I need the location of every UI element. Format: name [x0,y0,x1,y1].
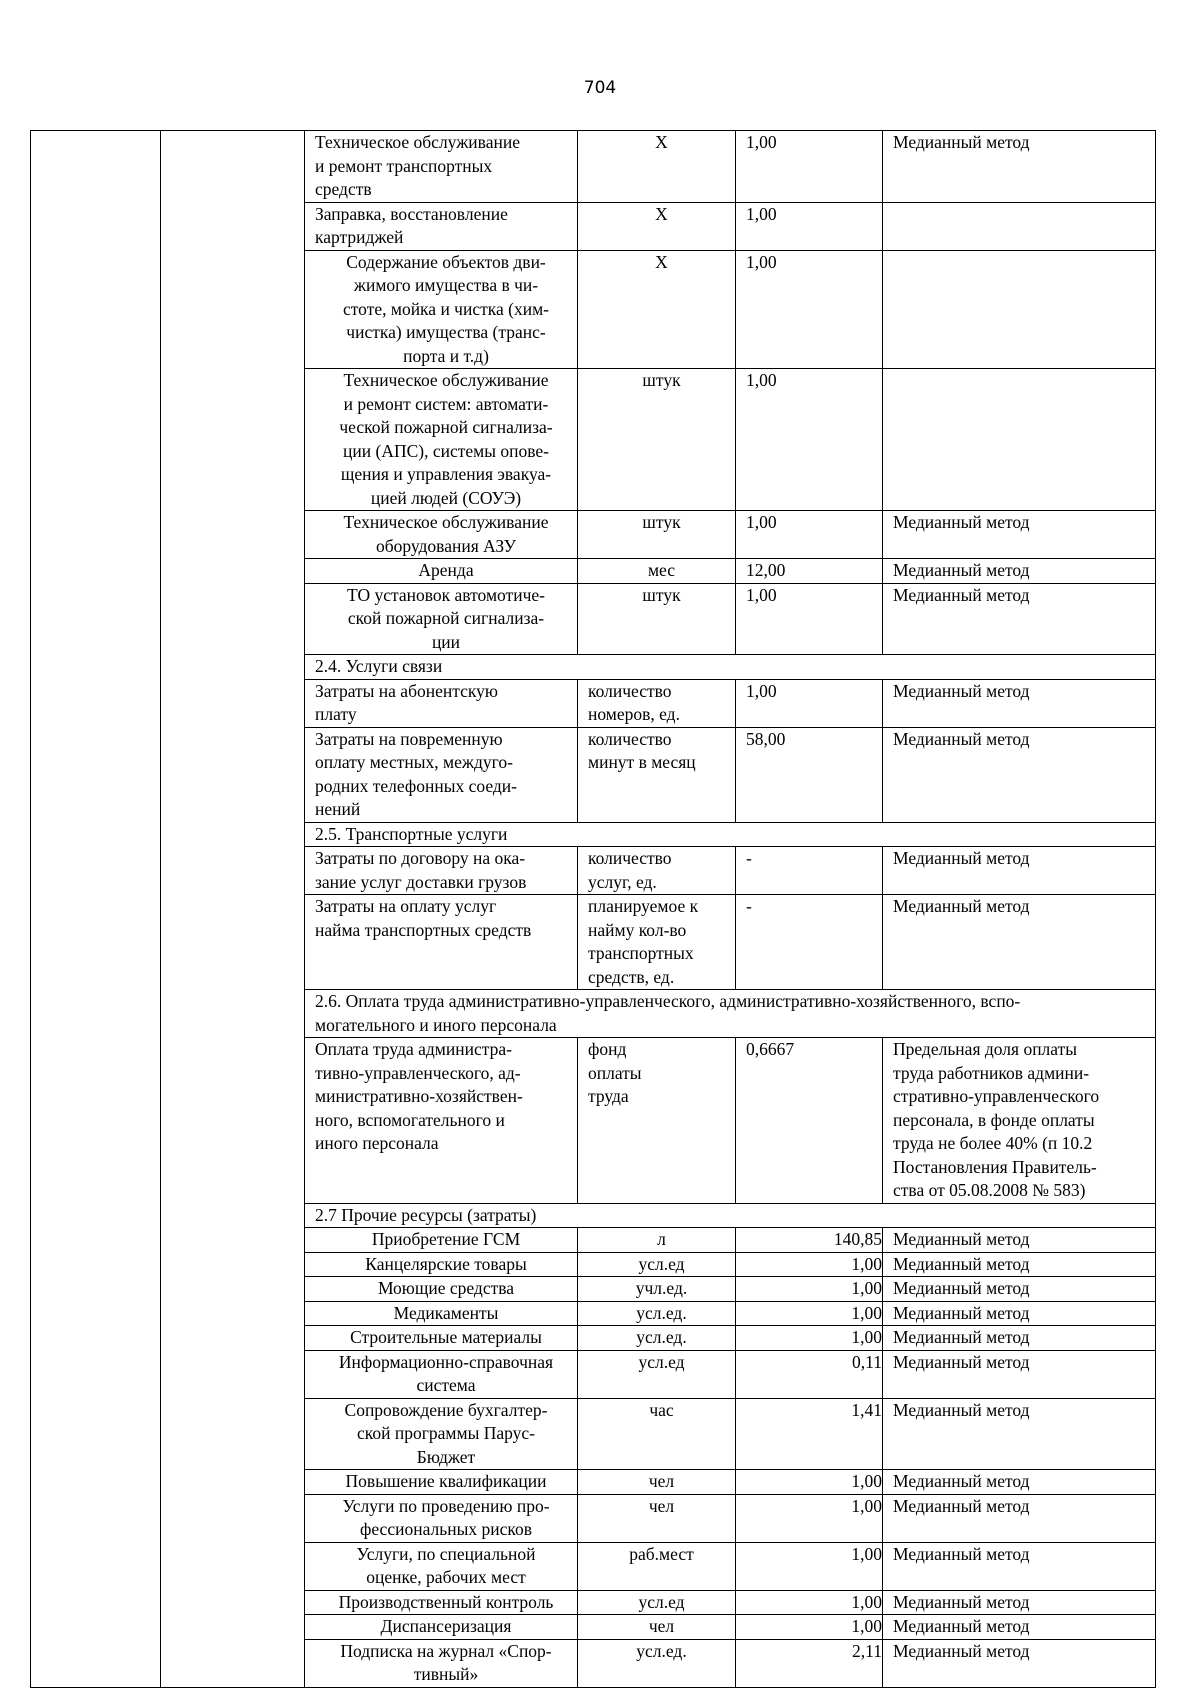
cost-item-name: Техническое обслуживание и ремонт транспортных средств [305,131,578,203]
cost-item-name: Производственный контроль [305,1590,578,1615]
unit-cell: чел [578,1494,736,1542]
unit-cell: планируемое к найму кол-во транспортных средств, ед. [578,895,736,990]
second-blank-column [161,131,305,1688]
method-cell: Медианный метод [883,847,1156,895]
value-cell: 1,00 [736,1590,883,1615]
cost-item-name: Затраты на повременную оплату местных, междуго- родних телефонных соеди- нений [305,727,578,822]
value-cell: 1,00 [736,1301,883,1326]
unit-cell: Х [578,202,736,250]
section-heading: 2.7 Прочие ресурсы (затраты) [305,1203,1156,1228]
value-cell: - [736,895,883,990]
cost-item-name: Затраты по договору на ока- зание услуг доставки грузов [305,847,578,895]
method-cell [883,202,1156,250]
cost-item-name: Услуги, по специальной оценке, рабочих мест [305,1542,578,1590]
value-cell: 1,00 [736,679,883,727]
unit-cell: усл.ед. [578,1326,736,1351]
method-cell: Медианный метод [883,1301,1156,1326]
cost-item-name: Диспансеризация [305,1615,578,1640]
unit-cell: количество номеров, ед. [578,679,736,727]
table-row [31,131,1156,203]
section-heading: 2.4. Услуги связи [305,655,1156,680]
method-cell: Медианный метод [883,1350,1156,1398]
method-cell: Медианный метод [883,1542,1156,1590]
unit-cell: усл.ед. [578,1301,736,1326]
cost-item-name: Заправка, восстановление картриджей [305,202,578,250]
value-cell: 1,00 [736,1494,883,1542]
unit-cell: час [578,1398,736,1470]
method-cell: Медианный метод [883,583,1156,655]
method-cell: Медианный метод [883,1252,1156,1277]
value-cell: 1,00 [736,250,883,369]
page-number: 704 [583,78,617,98]
cost-item-name: Строительные материалы [305,1326,578,1351]
value-cell: 1,00 [736,1277,883,1302]
unit-cell: количество услуг, ед. [578,847,736,895]
method-cell: Медианный метод [883,727,1156,822]
unit-cell: Х [578,131,736,203]
unit-cell: штук [578,583,736,655]
method-cell: Медианный метод [883,1615,1156,1640]
unit-cell: усл.ед. [578,1639,736,1687]
left-blank-column [31,131,161,1688]
cost-norms-table [30,130,1156,1688]
cost-item-name: Содержание объектов дви- жимого имущества в чи- стоте, мойка и чистка (хим- чистка) имущества (транс- порта и т.д) [305,250,578,369]
value-cell: 0,6667 [736,1038,883,1204]
method-cell: Медианный метод [883,1228,1156,1253]
cost-item-name: Медикаменты [305,1301,578,1326]
value-cell: 1,00 [736,1542,883,1590]
cost-item-name: Моющие средства [305,1277,578,1302]
unit-cell: штук [578,511,736,559]
method-cell: Медианный метод [883,1590,1156,1615]
method-cell: Медианный метод [883,1470,1156,1495]
cost-item-name: ТО установок автомотиче- ской пожарной сигнализа- ции [305,583,578,655]
unit-cell: л [578,1228,736,1253]
method-cell: Медианный метод [883,131,1156,203]
value-cell: 1,00 [736,1252,883,1277]
unit-cell: раб.мест [578,1542,736,1590]
cost-item-name: Услуги по проведению про- фессиональных рисков [305,1494,578,1542]
unit-cell: чел [578,1615,736,1640]
cost-item-name: Подписка на журнал «Спор- тивный» [305,1639,578,1687]
unit-cell: учл.ед. [578,1277,736,1302]
cost-item-name: Техническое обслуживание оборудования АЗУ [305,511,578,559]
value-cell: 1,00 [736,583,883,655]
cost-item-name: Затраты на оплату услуг найма транспортных средств [305,895,578,990]
value-cell: 1,00 [736,131,883,203]
cost-item-name: Затраты на абонентскую плату [305,679,578,727]
cost-item-name: Аренда [305,559,578,584]
cost-item-name: Приобретение ГСМ [305,1228,578,1253]
value-cell: 1,00 [736,369,883,511]
cost-item-name: Повышение квалификации [305,1470,578,1495]
value-cell: 1,00 [736,1470,883,1495]
value-cell: 12,00 [736,559,883,584]
value-cell: 0,11 [736,1350,883,1398]
method-cell: Медианный метод [883,1398,1156,1470]
method-cell: Медианный метод [883,559,1156,584]
unit-cell: фонд оплаты труда [578,1038,736,1204]
unit-cell: мес [578,559,736,584]
value-cell: 140,85 [736,1228,883,1253]
method-cell: Медианный метод [883,1494,1156,1542]
value-cell: 58,00 [736,727,883,822]
method-cell: Медианный метод [883,511,1156,559]
cost-item-name: Сопровождение бухгалтер- ской программы Парус- Бюджет [305,1398,578,1470]
cost-item-name: Техническое обслуживание и ремонт систем: автомати- ческой пожарной сигнализа- ции (АПС), системы опове- щения и управления эвакуа- цией людей (СОУЭ) [305,369,578,511]
cost-item-name: Канцелярские товары [305,1252,578,1277]
method-cell [883,369,1156,511]
method-cell: Предельная доля оплаты труда работников админи- стративно-управленческого персонала, в фонде оплаты труда не более 40% (п 10.2 Постановления Правитель- ства от 05.08.2008 № 583) [883,1038,1156,1204]
unit-cell: количество минут в месяц [578,727,736,822]
value-cell: - [736,847,883,895]
method-cell: Медианный метод [883,1326,1156,1351]
section-heading: 2.6. Оплата труда административно-управленческого, административно-хозяйственного, вспо- могательного и иного персонала [305,990,1156,1038]
unit-cell: усл.ед [578,1590,736,1615]
unit-cell: штук [578,369,736,511]
method-cell: Медианный метод [883,1639,1156,1687]
unit-cell: чел [578,1470,736,1495]
method-cell [883,250,1156,369]
value-cell: 1,00 [736,511,883,559]
section-heading: 2.5. Транспортные услуги [305,822,1156,847]
value-cell: 1,00 [736,1615,883,1640]
value-cell: 2,11 [736,1639,883,1687]
unit-cell: усл.ед [578,1350,736,1398]
value-cell: 1,41 [736,1398,883,1470]
value-cell: 1,00 [736,1326,883,1351]
cost-item-name: Оплата труда администра- тивно-управленческого, ад- министративно-хозяйствен- ного, вспомогательного и иного персонала [305,1038,578,1204]
method-cell: Медианный метод [883,895,1156,990]
unit-cell: Х [578,250,736,369]
value-cell: 1,00 [736,202,883,250]
unit-cell: усл.ед [578,1252,736,1277]
method-cell: Медианный метод [883,679,1156,727]
cost-item-name: Информационно-справочная система [305,1350,578,1398]
method-cell: Медианный метод [883,1277,1156,1302]
